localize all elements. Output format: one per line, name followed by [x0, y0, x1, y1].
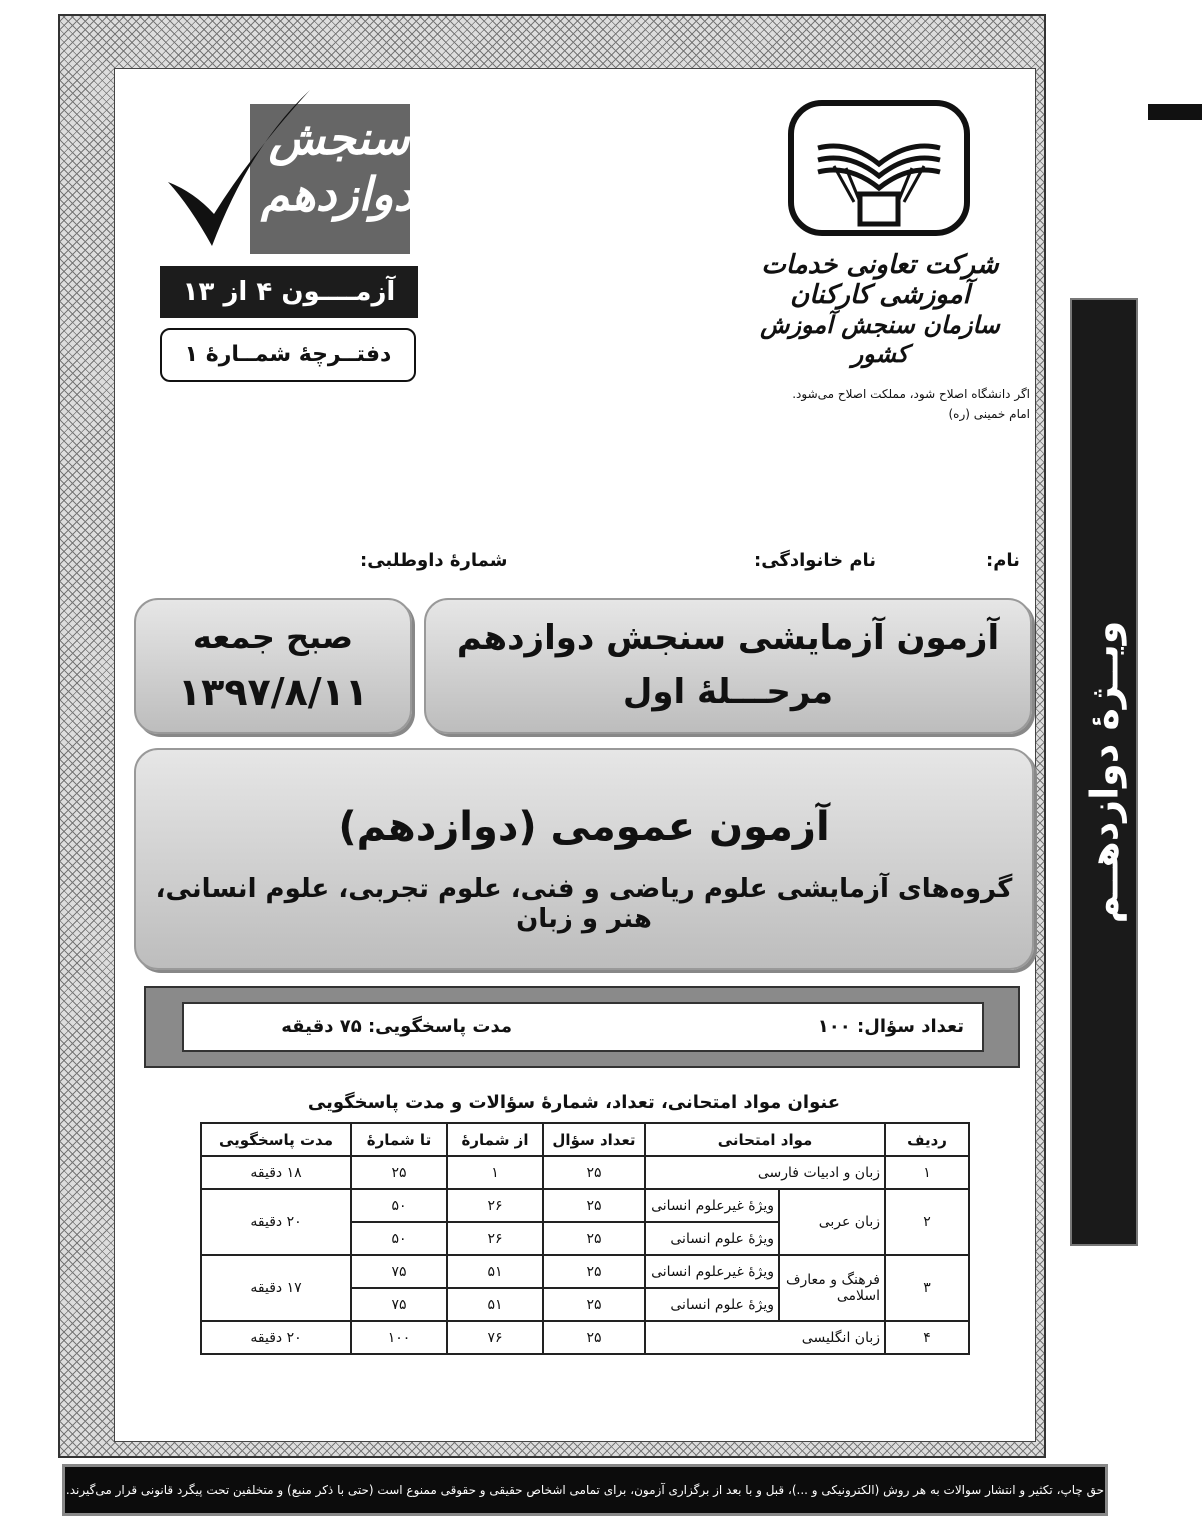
organization-subname: سازمان سنجش آموزش کشور — [760, 310, 1000, 368]
brand-logo-text: سنجش دوازدهم — [260, 111, 414, 221]
table-header: تا شمارهٔ — [351, 1123, 447, 1156]
quote-text: اگر دانشگاه اصلاح شود، مملکت اصلاح می‌شود. — [792, 387, 1030, 401]
exam-stage: مرحـــلهٔ اول — [622, 672, 834, 712]
subject-variant: ویژهٔ غیرعلوم انسانی — [645, 1189, 779, 1222]
date-box — [134, 598, 412, 734]
answer-duration: مدت پاسخگویی: ۷۵ دقیقه — [281, 1016, 512, 1037]
name-field-label: نام: — [986, 550, 1020, 571]
side-banner — [1070, 298, 1138, 1246]
subject-name: زبان و ادبیات فارسی — [645, 1156, 885, 1189]
exam-title-box — [424, 598, 1032, 734]
subject-name: زبان عربی — [779, 1189, 885, 1255]
info-bar — [144, 986, 1020, 1068]
quote-author: امام خمینی (ره) — [948, 407, 1030, 421]
table-header: تعداد سؤال — [543, 1123, 645, 1156]
exam-title: آزمون آزمایشی سنجش دوازدهم — [456, 618, 1000, 658]
table-header: ردیف — [885, 1123, 969, 1156]
booklet-number: دفتــرچهٔ شمــارهٔ ۱ — [160, 328, 416, 382]
duration-cell: ۲۰ دقیقه — [201, 1321, 351, 1354]
checkmark-icon — [160, 86, 320, 254]
exam-date: ۱۳۹۷/۸/۱۱ — [177, 670, 369, 714]
from-number-cell: ۷۶ — [447, 1321, 543, 1354]
copyright-footer: حق چاپ، تکثیر و انتشار سوالات به هر روش (الکترونیکی و ...)، قبل و با بعد از برگزاری آزمون، برای تمامی اشخاص حقیقی و حقوقی ممنوع است (حتی با ذکر منبع) و متخلفین تحت پیگرد قانونی قرار می‌گیرند. — [62, 1464, 1108, 1516]
corner-registration-mark — [1148, 104, 1202, 120]
subject-variant: ویژهٔ علوم انسانی — [645, 1288, 779, 1321]
to-number-cell: ۷۵ — [351, 1288, 447, 1321]
subject-variant: ویژهٔ علوم انسانی — [645, 1222, 779, 1255]
main-title: آزمون عمومی (دوازدهم) — [338, 804, 830, 850]
subject-name: زبان انگلیسی — [645, 1321, 885, 1354]
question-count-cell: ۲۵ — [543, 1321, 645, 1354]
from-number-cell: ۲۶ — [447, 1222, 543, 1255]
to-number-cell: ۵۰ — [351, 1222, 447, 1255]
candidate-number-label: شمارهٔ داوطلبی: — [360, 550, 508, 571]
row-number: ۳ — [885, 1255, 969, 1321]
row-number: ۱ — [885, 1156, 969, 1189]
from-number-cell: ۵۱ — [447, 1288, 543, 1321]
quote — [700, 384, 1030, 424]
table-row — [201, 1255, 969, 1288]
table-row — [201, 1156, 969, 1189]
brand-logo — [160, 86, 418, 254]
from-number-cell: ۵۱ — [447, 1255, 543, 1288]
organization-logo-icon — [788, 100, 970, 236]
to-number-cell: ۵۰ — [351, 1189, 447, 1222]
question-count: تعداد سؤال: ۱۰۰ — [817, 1016, 964, 1037]
duration-cell: ۱۸ دقیقه — [201, 1156, 351, 1189]
table-header-row — [201, 1123, 969, 1156]
question-count-cell: ۲۵ — [543, 1288, 645, 1321]
to-number-cell: ۲۵ — [351, 1156, 447, 1189]
table-header: مدت پاسخگویی — [201, 1123, 351, 1156]
duration-cell: ۲۰ دقیقه — [201, 1189, 351, 1255]
subject-name: فرهنگ و معارف اسلامی — [779, 1255, 885, 1321]
subject-variant: ویژهٔ غیرعلوم انسانی — [645, 1255, 779, 1288]
exam-number-badge: آزمــــون ۴ از ۱۳ — [160, 266, 418, 318]
family-field-label: نام خانوادگی: — [754, 550, 877, 571]
table-header: مواد امتحانی — [645, 1123, 885, 1156]
subjects-table — [200, 1122, 970, 1355]
table-row — [201, 1189, 969, 1222]
exam-groups: گروه‌های آزمایشی علوم ریاضی و فنی، علوم تجربی، علوم انسانی، هنر و زبان — [155, 874, 1013, 934]
duration-cell: ۱۷ دقیقه — [201, 1255, 351, 1321]
question-count-cell: ۲۵ — [543, 1156, 645, 1189]
side-banner-text: ویــژهٔ دوازدهــم — [1082, 620, 1126, 924]
to-number-cell: ۱۰۰ — [351, 1321, 447, 1354]
question-count-cell: ۲۵ — [543, 1222, 645, 1255]
row-number: ۲ — [885, 1189, 969, 1255]
table-caption: عنوان مواد امتحانی، تعداد، شمارهٔ سؤالات و مدت پاسخگویی — [307, 1092, 840, 1113]
question-count-cell: ۲۵ — [543, 1255, 645, 1288]
exam-day: صبح جمعه — [192, 618, 354, 656]
organization-name: شرکت تعاونی خدمات آموزشی کارکنان — [761, 250, 999, 310]
to-number-cell: ۷۵ — [351, 1255, 447, 1288]
row-number: ۴ — [885, 1321, 969, 1354]
from-number-cell: ۱ — [447, 1156, 543, 1189]
table-row — [201, 1321, 969, 1354]
question-count-cell: ۲۵ — [543, 1189, 645, 1222]
from-number-cell: ۲۶ — [447, 1189, 543, 1222]
info-bar-inner — [182, 1002, 984, 1052]
table-header: از شمارهٔ — [447, 1123, 543, 1156]
main-title-box — [134, 748, 1034, 970]
